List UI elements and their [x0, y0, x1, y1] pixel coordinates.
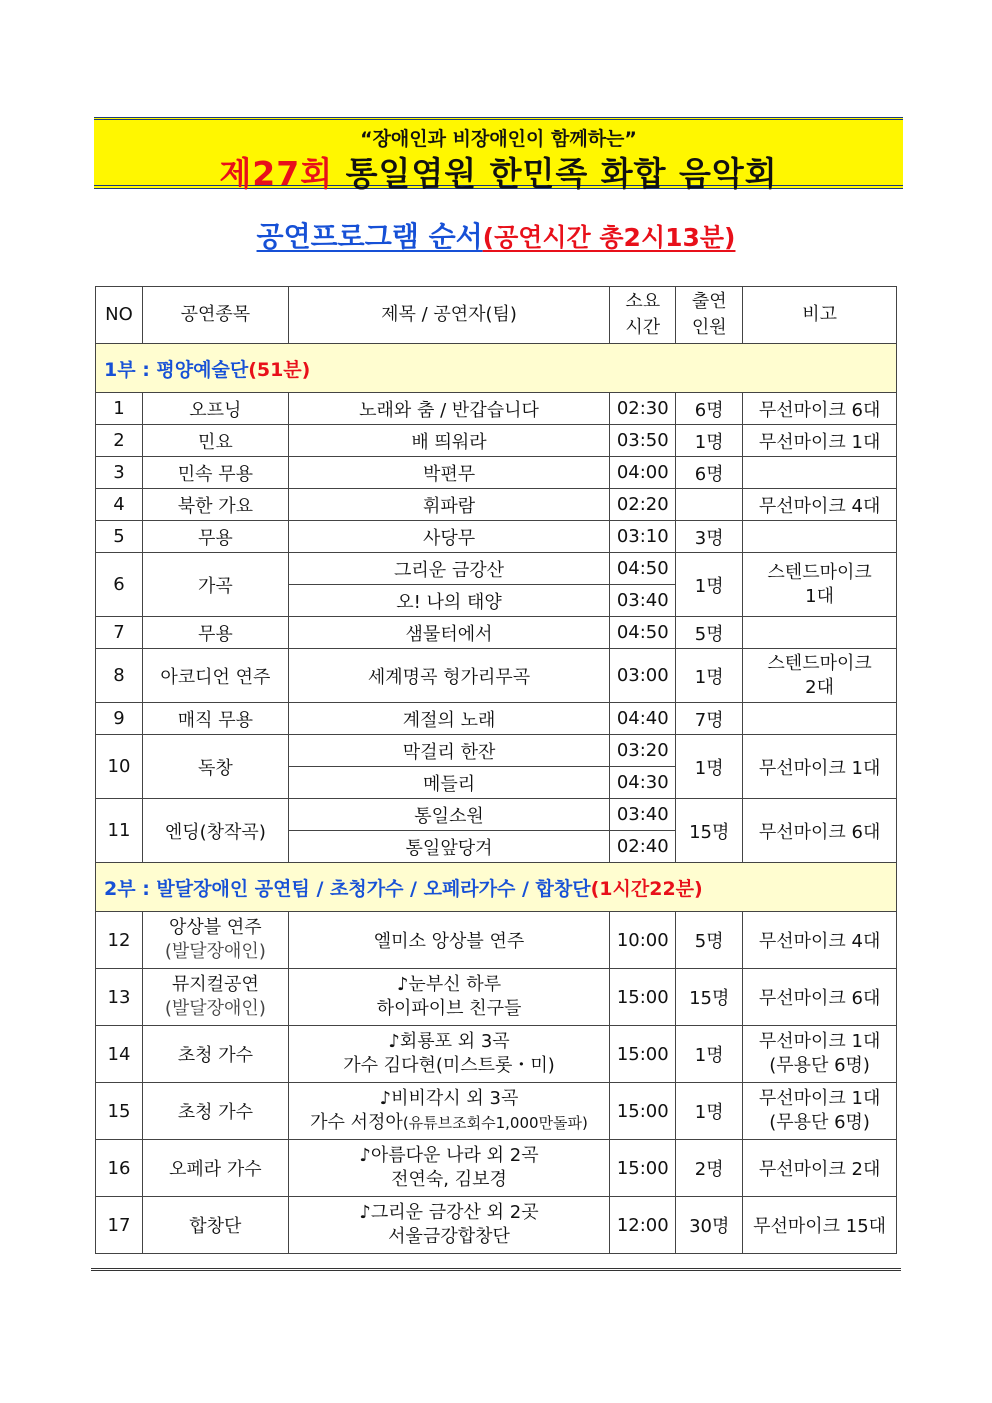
table-cell: 15명 [676, 969, 743, 1026]
section-row-part1 [96, 344, 897, 393]
table-cell: 무선마이크 1대 [743, 735, 897, 799]
header-people: 출연 인원 [676, 287, 743, 344]
table-cell: 무선마이크 15대 [743, 1197, 897, 1254]
table-cell: ♪아름다운 나라 외 2곡 전연숙, 김보경 [288, 1140, 610, 1197]
table-cell: 02:20 [610, 489, 676, 521]
table-cell: 무선마이크 1대 [743, 425, 897, 457]
table-cell: 무선마이크 6대 [743, 393, 897, 425]
table-cell [743, 617, 897, 649]
table-row [96, 553, 897, 585]
table-cell: 11 [96, 799, 143, 863]
banner-title-number: 제27회 [219, 154, 334, 193]
table-row [96, 489, 897, 521]
banner-title [94, 148, 903, 195]
table-cell: 1명 [676, 425, 743, 457]
header-no: NO [96, 287, 143, 344]
table-cell: 04:40 [610, 703, 676, 735]
table-cell: 오프닝 [142, 393, 288, 425]
banner-title-text: 통일염원 한민족 화합 음악회 [333, 154, 778, 193]
table-cell: 04:50 [610, 617, 676, 649]
table-cell: 민요 [142, 425, 288, 457]
table-cell: 배 띄워라 [288, 425, 610, 457]
table-cell: 민속 무용 [142, 457, 288, 489]
table-cell: 2명 [676, 1140, 743, 1197]
table-cell: 5명 [676, 912, 743, 969]
table-cell: 6 [96, 553, 143, 617]
table-cell [676, 489, 743, 521]
table-cell: 아코디언 연주 [142, 649, 288, 703]
table-header-row [96, 287, 897, 344]
table-cell: 사당무 [288, 521, 610, 553]
table-cell: 앙상블 연주 (발달장애인) [142, 912, 288, 969]
table-cell: 매직 무용 [142, 703, 288, 735]
table-cell: 30명 [676, 1197, 743, 1254]
table-cell: 02:40 [610, 831, 676, 863]
table-cell: 03:40 [610, 799, 676, 831]
table-cell: 4 [96, 489, 143, 521]
table-cell: 15명 [676, 799, 743, 863]
table-cell: ♪그리운 금강산 외 2곳 서울금강합창단 [288, 1197, 610, 1254]
table-cell: 박편무 [288, 457, 610, 489]
table-cell: ♪눈부신 하루 하이파이브 친구들 [288, 969, 610, 1026]
table-row [96, 649, 897, 703]
table-cell: 10 [96, 735, 143, 799]
table-cell: 9 [96, 703, 143, 735]
banner-subtitle: “장애인과 비장애인이 함께하는” [360, 128, 637, 150]
program-table [95, 286, 897, 1254]
table-cell: 무선마이크 4대 [743, 912, 897, 969]
table-cell: 15:00 [610, 1140, 676, 1197]
header-title: 제목 / 공연자(팀) [288, 287, 610, 344]
table-cell: 16 [96, 1140, 143, 1197]
table-cell: 2 [96, 425, 143, 457]
table-cell: 03:10 [610, 521, 676, 553]
table-cell: 무선마이크 6대 [743, 799, 897, 863]
table-cell: 초청 가수 [142, 1083, 288, 1140]
table-cell: 독창 [142, 735, 288, 799]
table-cell: 무선마이크 1대 (무용단 6명) [743, 1083, 897, 1140]
table-cell: 7 [96, 617, 143, 649]
table-cell: 오페라 가수 [142, 1140, 288, 1197]
table-cell: 오! 나의 태양 [288, 585, 610, 617]
section-row-part2 [96, 863, 897, 912]
table-cell: 1명 [676, 553, 743, 617]
table-cell: 무선마이크 1대 (무용단 6명) [743, 1026, 897, 1083]
table-cell: 3 [96, 457, 143, 489]
title-banner [94, 117, 903, 193]
table-cell: 8 [96, 649, 143, 703]
table-cell: 02:30 [610, 393, 676, 425]
table-cell: 무선마이크 4대 [743, 489, 897, 521]
table-cell: 5 [96, 521, 143, 553]
table-cell: 17 [96, 1197, 143, 1254]
table-row [96, 617, 897, 649]
header-note: 비고 [743, 287, 897, 344]
table-cell: 1명 [676, 649, 743, 703]
table-cell [743, 521, 897, 553]
table-cell: 3명 [676, 521, 743, 553]
table-cell: 무선마이크 2대 [743, 1140, 897, 1197]
table-cell: 6명 [676, 457, 743, 489]
table-cell: 14 [96, 1026, 143, 1083]
table-cell: 엘미소 앙상블 연주 [288, 912, 610, 969]
table-cell: 04:00 [610, 457, 676, 489]
table-cell: 1명 [676, 735, 743, 799]
table-cell: 03:00 [610, 649, 676, 703]
table-cell: 15:00 [610, 969, 676, 1026]
table-cell: 1명 [676, 1083, 743, 1140]
table-cell: 스텐드마이크 2대 [743, 649, 897, 703]
table-cell [743, 457, 897, 489]
section-part1: 1부 : 평양예술단(51분) [96, 344, 897, 393]
table-cell: 무용 [142, 521, 288, 553]
table-cell: 03:50 [610, 425, 676, 457]
table-row [96, 703, 897, 735]
header-time: 소요 시간 [610, 287, 676, 344]
table-row [96, 1140, 897, 1197]
program-heading [0, 215, 992, 255]
table-cell: 초청 가수 [142, 1026, 288, 1083]
table-cell: 휘파람 [288, 489, 610, 521]
table-cell: 04:30 [610, 767, 676, 799]
table-cell: 노래와 춤 / 반갑습니다 [288, 393, 610, 425]
table-cell: 03:20 [610, 735, 676, 767]
table-row [96, 1026, 897, 1083]
table-row [96, 969, 897, 1026]
table-row [96, 799, 897, 831]
table-row [96, 393, 897, 425]
table-row [96, 912, 897, 969]
table-cell: 15 [96, 1083, 143, 1140]
table-cell: 엔딩(창작곡) [142, 799, 288, 863]
table-cell: 막걸리 한잔 [288, 735, 610, 767]
table-cell: ♪회룡포 외 3곡 가수 김다현(미스트롯・미) [288, 1026, 610, 1083]
table-cell: 15:00 [610, 1083, 676, 1140]
table-cell: 세계명곡 헝가리무곡 [288, 649, 610, 703]
table-cell: 스텐드마이크 1대 [743, 553, 897, 617]
table-cell: 04:50 [610, 553, 676, 585]
table-cell: 북한 가요 [142, 489, 288, 521]
program-title: 공연프로그램 순서 [256, 220, 483, 253]
table-row [96, 425, 897, 457]
table-cell: 13 [96, 969, 143, 1026]
table-cell: 뮤지컬공연 (발달장애인) [142, 969, 288, 1026]
table-cell: 10:00 [610, 912, 676, 969]
table-cell: 샘물터에서 [288, 617, 610, 649]
table-cell: 계절의 노래 [288, 703, 610, 735]
table-cell: 메들리 [288, 767, 610, 799]
table-cell: 그리운 금강산 [288, 553, 610, 585]
table-cell: 12 [96, 912, 143, 969]
table-cell: 6명 [676, 393, 743, 425]
table-cell: 15:00 [610, 1026, 676, 1083]
table-cell: 1명 [676, 1026, 743, 1083]
table-cell: 무용 [142, 617, 288, 649]
table-cell: 7명 [676, 703, 743, 735]
table-cell [743, 703, 897, 735]
table-cell: 5명 [676, 617, 743, 649]
table-row [96, 735, 897, 767]
table-cell: 1 [96, 393, 143, 425]
table-row [96, 457, 897, 489]
table-row [96, 521, 897, 553]
table-cell: 통일소원 [288, 799, 610, 831]
header-genre: 공연종목 [142, 287, 288, 344]
table-row [96, 1083, 897, 1140]
table-cell: 12:00 [610, 1197, 676, 1254]
program-duration: (공연시간 총2시13분) [482, 223, 736, 252]
table-cell: 무선마이크 6대 [743, 969, 897, 1026]
table-cell: 03:40 [610, 585, 676, 617]
table-row [96, 1197, 897, 1254]
bottom-rule [91, 1268, 901, 1271]
section-part2: 2부 : 발달장애인 공연팀 / 초청가수 / 오페라가수 / 합창단(1시간22분) [96, 863, 897, 912]
table-cell: 가곡 [142, 553, 288, 617]
table-cell: 통일앞당겨 [288, 831, 610, 863]
table-cell: ♪비비각시 외 3곡 가수 서정아(유튜브조회수1,000만돌파) [288, 1083, 610, 1140]
table-cell: 합창단 [142, 1197, 288, 1254]
